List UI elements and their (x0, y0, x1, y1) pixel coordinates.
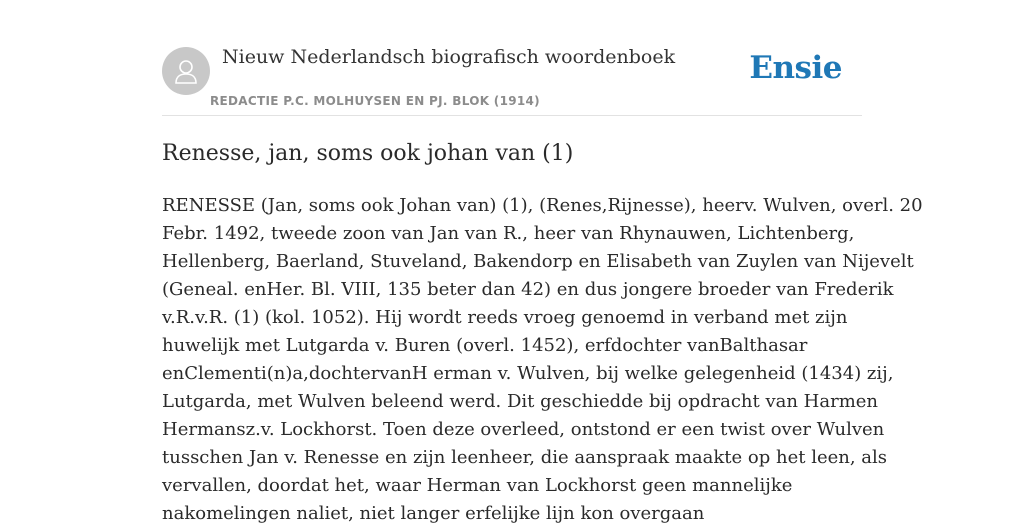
book-title[interactable]: Nieuw Nederlandsch biografisch woordenboek (222, 46, 676, 68)
entry-body-line: Lutgarda, met Wulven beleend werd. Dit geschiedde bij opdracht van Harmen (162, 391, 879, 412)
entry-body-line: (Geneal. enHer. Bl. VIII, 135 beter dan 42) en dus jongere broeder van Frederik (162, 279, 894, 300)
person-outline-icon (171, 56, 201, 86)
entry-body-line: Febr. 1492, tweede zoon van Jan van R., heer van Rhynauwen, Lichtenberg, (162, 223, 855, 244)
entry-body (162, 192, 923, 528)
entry-body-line: Hellenberg, Baerland, Stuveland, Bakendorp en Elisabeth van Zuylen van Nijevelt (162, 251, 914, 272)
editor-line: REDACTIE P.C. MOLHUYSEN EN PJ. BLOK (1914) (210, 94, 540, 108)
entry-body-line: Hermansz.v. Lockhorst. Toen deze overleed, ontstond er een twist over Wulven (162, 419, 885, 440)
ensie-logo[interactable]: Ensie (749, 50, 842, 86)
entry-body-line: enClementi(n)a,dochtervanH erman v. Wulven, bij welke gelegenheid (1434) zij, (162, 363, 894, 384)
entry-body-line: v.R.v.R. (1) (kol. 1052). Hij wordt reeds vroeg genoemd in verband met zijn (162, 307, 848, 328)
book-header (162, 44, 862, 116)
header-divider (162, 115, 862, 116)
entry-body-line: tusschen Jan v. Renesse en zijn leenheer, die aanspraak maakte op het leen, als (162, 447, 888, 468)
entry-body-line: nakomelingen naliet, niet langer erfelijke lijn kon overgaan (162, 503, 705, 524)
entry-body-line: vervallen, doordat het, waar Herman van Lockhorst geen mannelijke (162, 475, 793, 496)
user-avatar-icon (162, 47, 210, 95)
entry-body-line: RENESSE (Jan, soms ook Johan van) (1), (Renes,Rijnesse), heerv. Wulven, overl. 20 (162, 195, 923, 216)
entry-title: Renesse, jan, soms ook johan van (1) (162, 141, 574, 166)
entry-body-line: huwelijk met Lutgarda v. Buren (overl. 1452), erfdochter vanBalthasar (162, 335, 808, 356)
